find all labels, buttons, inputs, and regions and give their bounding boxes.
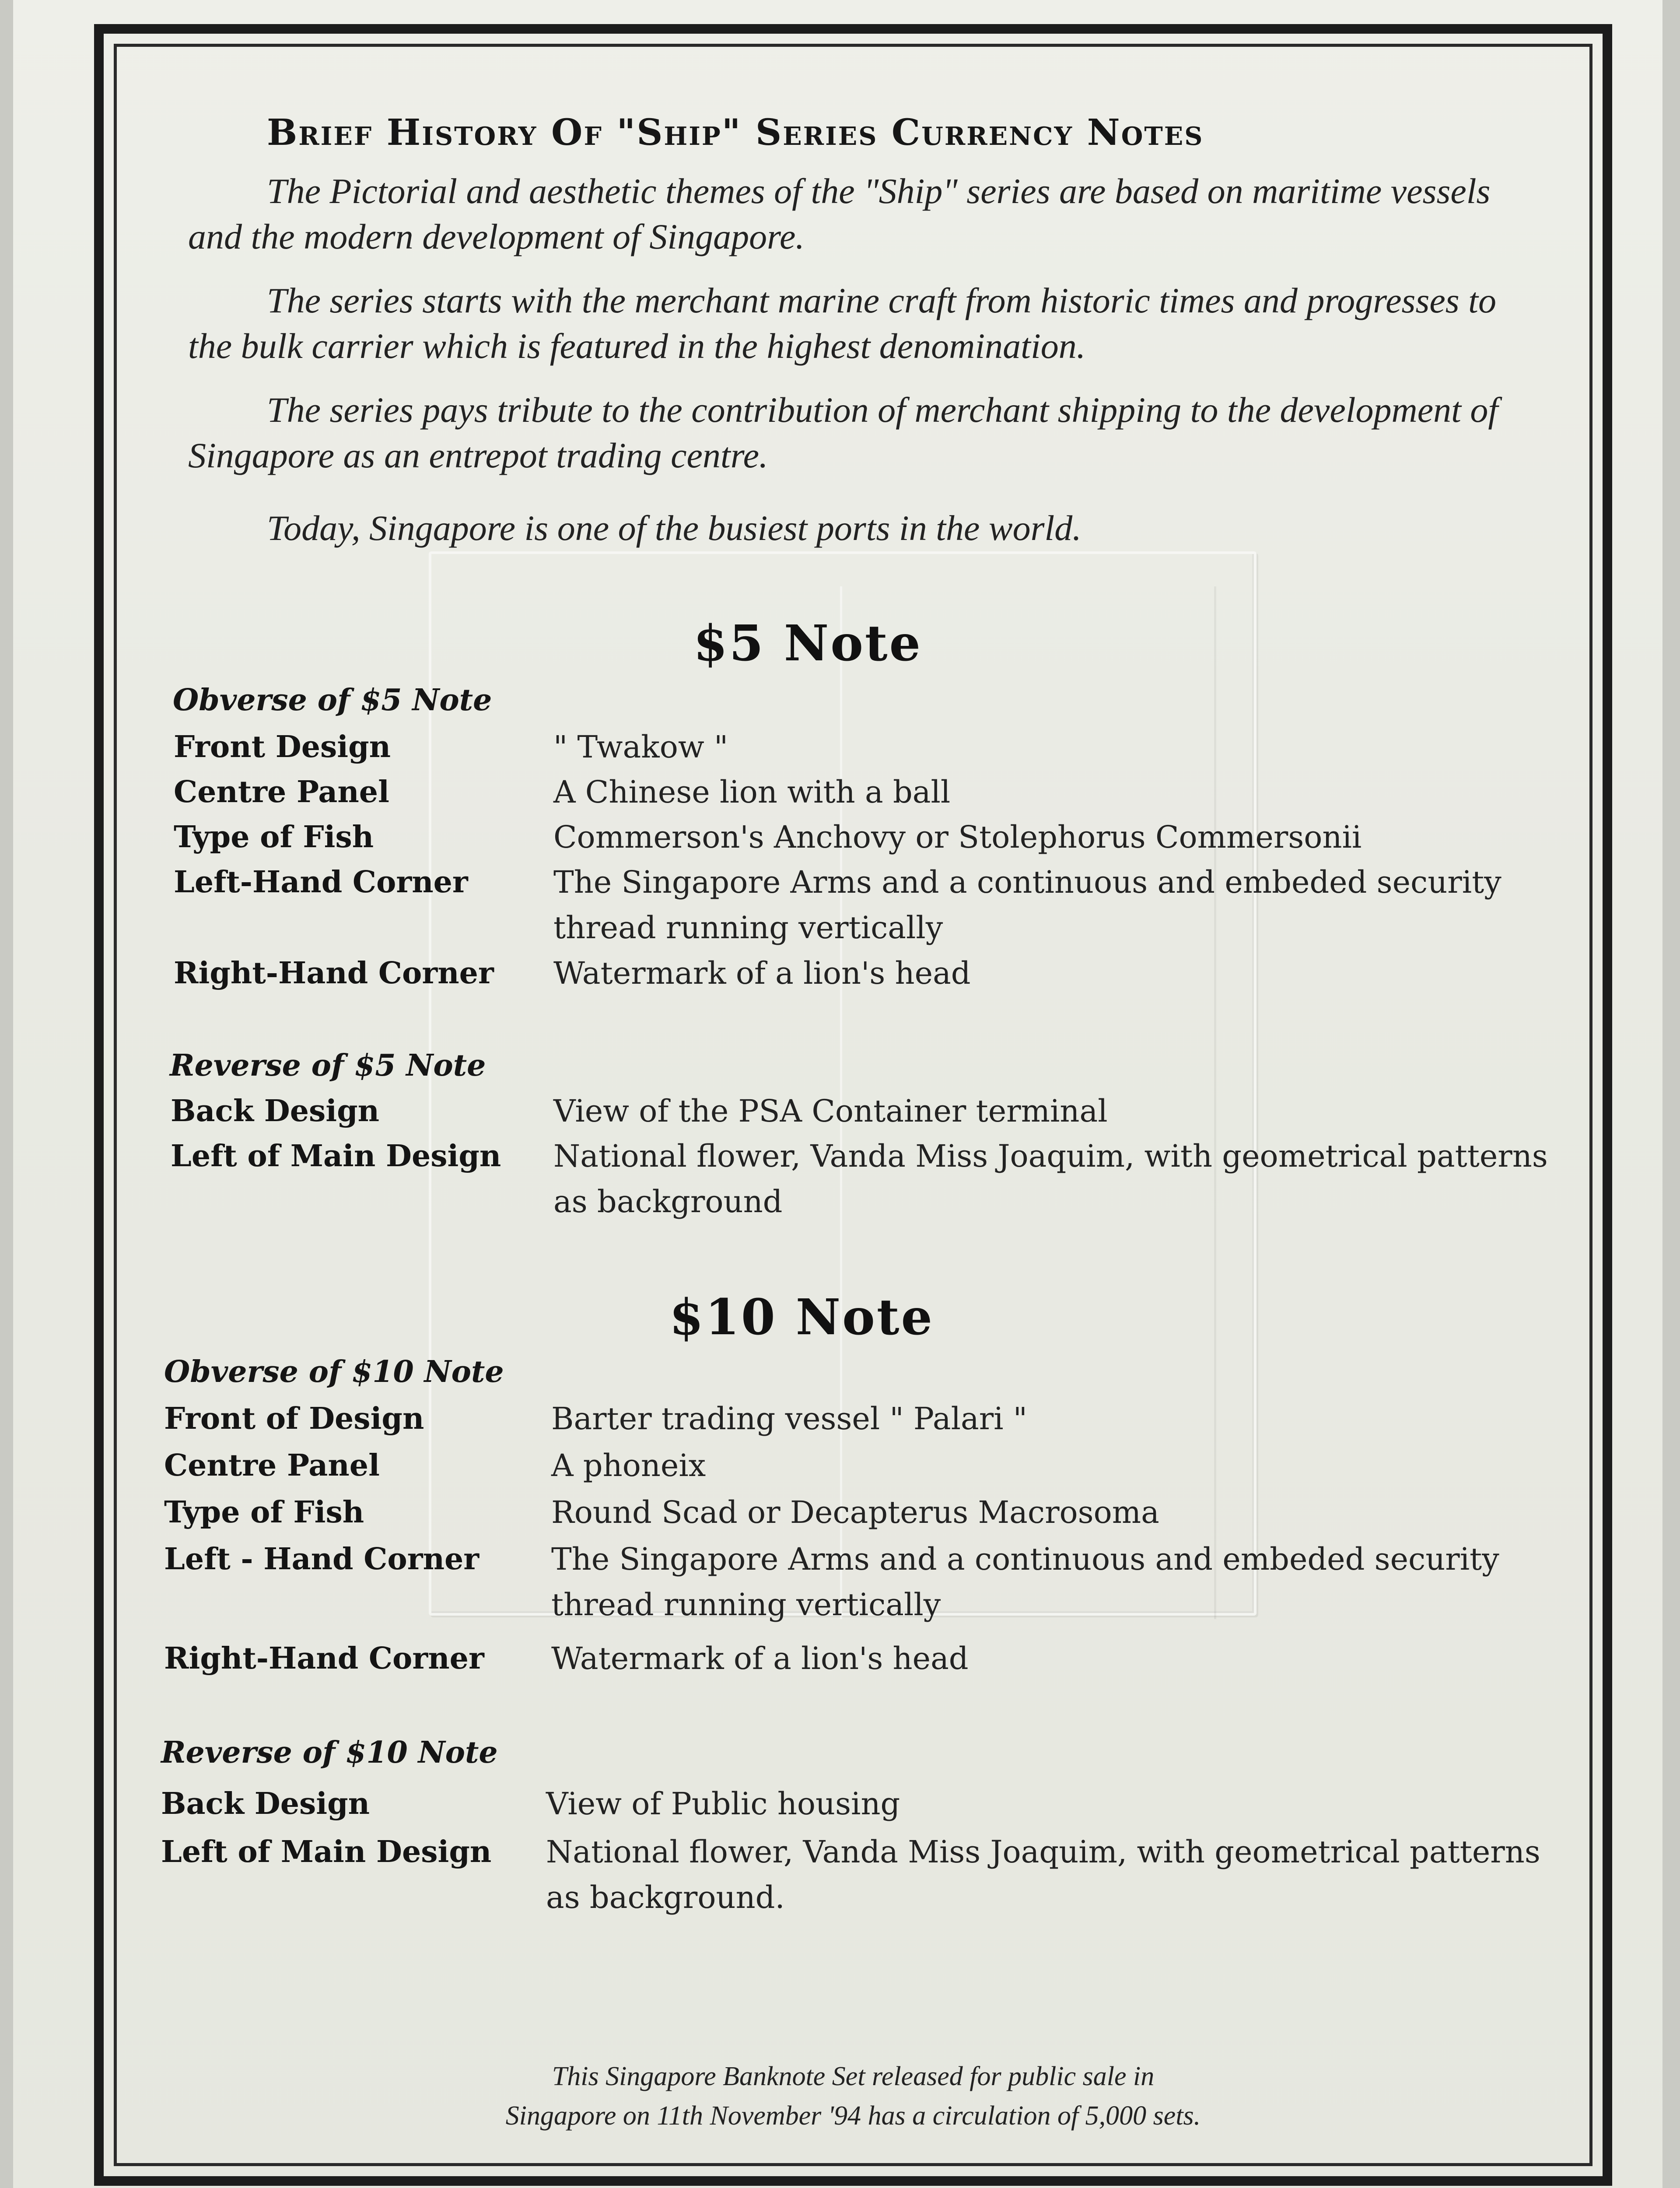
note-10-obverse-label: Obverse of $10 Note [164, 1354, 504, 1389]
row-value: Commerson's Anchovy or Stolephorus Commersonii [553, 819, 1362, 855]
row-label: Type of Fish [174, 820, 374, 855]
note-5-title: $5 Note [693, 615, 922, 672]
row-label: Front of Design [164, 1401, 424, 1436]
release-footnote [319, 2057, 1387, 2135]
row-label: Back Design [161, 1786, 370, 1821]
row-label: Centre Panel [174, 775, 389, 810]
row-value: National flower, Vanda Miss Joaquim, with geometrical patterns as background [553, 1138, 1548, 1220]
row-value: Watermark of a lion's head [553, 955, 971, 991]
row-value: National flower, Vanda Miss Joaquim, with geometrical patterns as background. [546, 1834, 1540, 1915]
intro-text-4: Today, Singapore is one of the busiest ports in the world. [267, 508, 1082, 548]
intro-paragraph-2 [188, 278, 1527, 369]
row-label: Right-Hand Corner [174, 956, 494, 991]
row-label: Front Design [174, 729, 391, 764]
row-label: Centre Panel [164, 1448, 380, 1483]
note-10-reverse-label: Reverse of $10 Note [161, 1735, 498, 1770]
row-label: Right-Hand Corner [164, 1641, 484, 1676]
intro-paragraph-1 [188, 168, 1527, 259]
note-5-obverse-label: Obverse of $5 Note [173, 683, 492, 718]
information-card [13, 0, 1662, 2188]
note-5-reverse-label: Reverse of $5 Note [170, 1048, 486, 1083]
intro-paragraph-3 [188, 387, 1527, 478]
footnote-line-1: This Singapore Banknote Set released for public sale in [552, 2062, 1155, 2091]
row-value: View of Public housing [546, 1786, 900, 1822]
row-value: Watermark of a lion's head [551, 1641, 969, 1676]
row-value: Round Scad or Decapterus Macrosoma [551, 1494, 1159, 1530]
row-value: View of the PSA Container terminal [553, 1093, 1108, 1129]
intro-text-1: The Pictorial and aesthetic themes of the "Ship" series are based on maritime vessels and the modern development of Singapore. [188, 171, 1491, 256]
row-label: Left - Hand Corner [164, 1542, 480, 1577]
intro-text-3: The series pays tribute to the contribution of merchant shipping to the development of Singapore as an entrepot trading centre. [188, 390, 1498, 475]
row-label: Left of Main Design [171, 1139, 501, 1174]
row-value: A Chinese lion with a ball [553, 774, 951, 810]
document-heading: Brief History Of "Ship" Series Currency Notes [267, 112, 1204, 154]
row-value: The Singapore Arms and a continuous and embeded security thread running vertically [551, 1541, 1499, 1623]
intro-paragraph-4 [188, 505, 1527, 551]
row-value: A phoneix [551, 1448, 706, 1483]
row-label: Left of Main Design [161, 1834, 492, 1869]
row-label: Type of Fish [164, 1495, 364, 1530]
row-value: Barter trading vessel " Palari " [551, 1401, 1028, 1437]
row-value: The Singapore Arms and a continuous and embeded security thread running vertically [553, 864, 1502, 946]
row-value: " Twakow " [553, 729, 728, 765]
row-label: Left-Hand Corner [174, 865, 468, 900]
row-label: Back Design [171, 1094, 380, 1129]
intro-text-2: The series starts with the merchant marine craft from historic times and progresses to the bulk carrier which is featured in the highest denomination. [188, 281, 1496, 366]
note-10-title: $10 Note [669, 1289, 934, 1346]
footnote-line-2: Singapore on 11th November '94 has a circulation of 5,000 sets. [505, 2101, 1201, 2131]
